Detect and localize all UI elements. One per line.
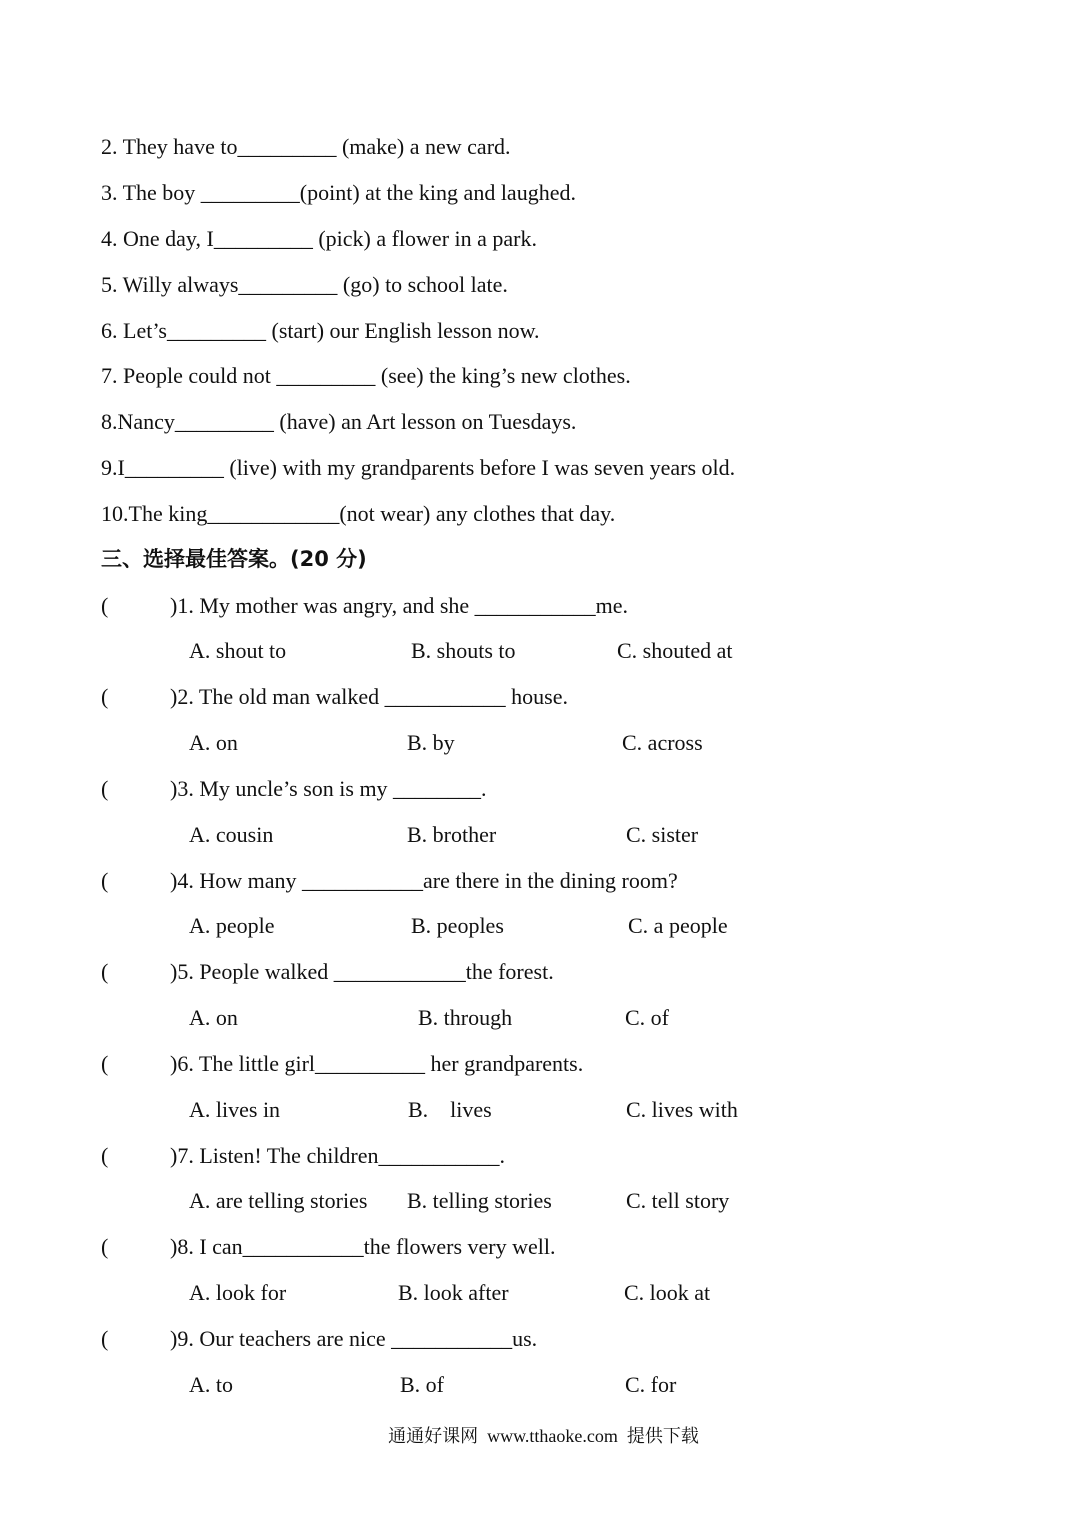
answer-bracket: ( [101, 1326, 109, 1351]
option-c: C. shouted at [617, 638, 733, 663]
answer-bracket: ( [101, 684, 109, 709]
option-a: A. shout to [189, 638, 287, 663]
option-b: B. look after [398, 1280, 509, 1305]
option-b: B. brother [407, 822, 497, 847]
option-c: C. lives with [626, 1097, 738, 1122]
fill-in-line-10: 10.The king____________(not wear) any clothes that day. [101, 501, 616, 526]
option-b: B. peoples [411, 913, 504, 938]
answer-bracket: ( [101, 1051, 109, 1076]
section-heading: 三、选择最佳答案。(20 分) [101, 547, 367, 571]
option-a: A. on [189, 730, 238, 755]
question-stem: )3. My uncle’s son is my ________. [170, 776, 487, 801]
option-a: A. look for [189, 1280, 287, 1305]
fill-in-line-6: 6. Let’s_________ (start) our English lesson now. [101, 318, 540, 343]
option-b: B. telling stories [407, 1188, 552, 1213]
option-b: B. lives [408, 1097, 492, 1122]
option-c: C. sister [626, 822, 699, 847]
question-stem: )9. Our teachers are nice ___________us. [170, 1326, 538, 1351]
option-b: B. shouts to [411, 638, 516, 663]
option-a: A. cousin [189, 822, 274, 847]
option-b: B. by [407, 730, 455, 755]
answer-bracket: ( [101, 593, 109, 618]
option-c: C. tell story [626, 1188, 730, 1213]
option-b: B. through [418, 1005, 513, 1030]
answer-bracket: ( [101, 1234, 109, 1259]
fill-in-line-4: 4. One day, I_________ (pick) a flower in a park. [101, 226, 537, 251]
fill-in-line-3: 3. The boy _________(point) at the king and laughed. [101, 180, 576, 205]
page-footer: 通通好课网 www.tthaoke.com 提供下载 [388, 1426, 699, 1446]
answer-bracket: ( [101, 868, 109, 893]
option-a: A. lives in [189, 1097, 281, 1122]
option-a: A. are telling stories [189, 1188, 368, 1213]
answer-bracket: ( [101, 1143, 109, 1168]
option-a: A. people [189, 913, 275, 938]
fill-in-line-7: 7. People could not _________ (see) the king’s new clothes. [101, 363, 631, 388]
fill-in-line-5: 5. Willy always_________ (go) to school late. [101, 272, 508, 297]
option-c: C. look at [624, 1280, 711, 1305]
answer-bracket: ( [101, 959, 109, 984]
question-stem: )1. My mother was angry, and she ___________me. [170, 593, 629, 618]
option-c: C. across [622, 730, 703, 755]
question-stem: )8. I can___________the flowers very well. [170, 1234, 556, 1259]
question-stem: )4. How many ___________are there in the dining room? [170, 868, 678, 893]
option-a: A. on [189, 1005, 238, 1030]
option-a: A. to [189, 1372, 233, 1397]
option-c: C. for [625, 1372, 677, 1397]
question-stem: )7. Listen! The children___________. [170, 1143, 506, 1168]
question-stem: )6. The little girl__________ her grandparents. [170, 1051, 584, 1076]
option-b: B. of [400, 1372, 444, 1397]
option-c: C. of [625, 1005, 669, 1030]
question-stem: )5. People walked ____________the forest. [170, 959, 554, 984]
question-stem: )2. The old man walked ___________ house. [170, 684, 568, 709]
fill-in-line-8: 8.Nancy_________ (have) an Art lesson on Tuesdays. [101, 409, 577, 434]
fill-in-line-9: 9.I_________ (live) with my grandparents before I was seven years old. [101, 455, 736, 480]
option-c: C. a people [628, 913, 728, 938]
answer-bracket: ( [101, 776, 109, 801]
fill-in-line-2: 2. They have to_________ (make) a new card. [101, 134, 511, 159]
